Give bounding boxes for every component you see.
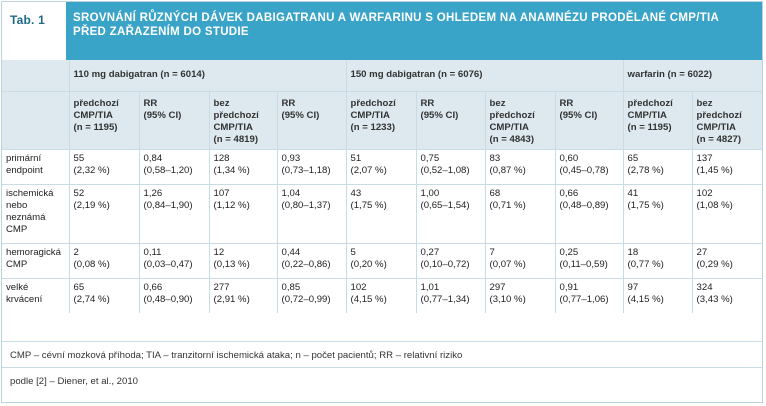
table-cell: 128 (1,34 %) [209, 150, 277, 185]
table-cell: 43 (1,75 %) [346, 185, 416, 244]
table-cell: 277 (2,91 %) [209, 279, 277, 314]
table-cell: 102 (4,15 %) [346, 279, 416, 314]
group-header-row [2, 60, 762, 92]
table-cell: 0,84 (0,58–1,20) [139, 150, 209, 185]
table-cell: 2 (0,08 %) [69, 244, 139, 279]
table-cell: 107 (1,12 %) [209, 185, 277, 244]
table-cell: 7 (0,07 %) [485, 244, 555, 279]
column-header: předchozí CMP/TIA (n = 1195) [69, 92, 139, 150]
table-row [2, 150, 762, 185]
row-label: ischemická nebo neznámá CMP [2, 185, 69, 244]
row-label: hemoragická CMP [2, 244, 69, 279]
table-row [2, 244, 762, 279]
table-cell: 102 (1,08 %) [692, 185, 762, 244]
table-cell: 41 (1,75 %) [623, 185, 692, 244]
footnote-source [2, 367, 762, 404]
column-header: bez předchozí CMP/TIA (n = 4819) [209, 92, 277, 150]
table-cell: 0,44 (0,22–0,86) [277, 244, 346, 279]
table-cell: 0,11 (0,03–0,47) [139, 244, 209, 279]
source-text: podle [2] – Diener, et al., 2010 [10, 376, 139, 387]
column-header-empty [2, 92, 69, 150]
table-cell: 18 (0,77 %) [623, 244, 692, 279]
table-cell: 0,91 (0,77–1,06) [555, 279, 623, 314]
table-cell: 0,27 (0,10–0,72) [416, 244, 485, 279]
column-header: RR (95% CI) [416, 92, 485, 150]
table-cell: 51 (2,07 %) [346, 150, 416, 185]
table-title [73, 11, 753, 39]
table-header-bar [2, 2, 762, 60]
group-header-warfarin: warfarin (n = 6022) [623, 60, 762, 92]
column-header: bez předchozí CMP/TIA (n = 4843) [485, 92, 555, 150]
table-cell: 1,04 (0,80–1,37) [277, 185, 346, 244]
table-cell: 137 (1,45 %) [692, 150, 762, 185]
table-title-line-2: PŘED ZAŘAZENÍM DO STUDIE [73, 26, 249, 38]
column-header: bez předchozí CMP/TIA (n = 4827) [692, 92, 762, 150]
table-cell: 0,25 (0,11–0,59) [555, 244, 623, 279]
table-cell: 65 (2,78 %) [623, 150, 692, 185]
table-title-line-1: SROVNÁNÍ RŮZNÝCH DÁVEK DABIGATRANU A WARFARINU S OHLEDEM NA ANAMNÉZU PRODĚLANÉ CMP/TIA [73, 12, 720, 24]
table-figure [1, 1, 763, 403]
table-cell: 0,66 (0,48–0,90) [139, 279, 209, 314]
table-number-label [2, 2, 66, 60]
table-cell: 0,85 (0,72–0,99) [277, 279, 346, 314]
table-cell: 5 (0,20 %) [346, 244, 416, 279]
table-cell: 27 (0,29 %) [692, 244, 762, 279]
table-cell: 68 (0,71 %) [485, 185, 555, 244]
table-cell: 83 (0,87 %) [485, 150, 555, 185]
table-cell: 0,93 (0,73–1,18) [277, 150, 346, 185]
column-header: předchozí CMP/TIA (n = 1195) [623, 92, 692, 150]
table-cell: 52 (2,19 %) [69, 185, 139, 244]
table-number-text: Tab. 1 [10, 13, 45, 27]
table-cell: 0,66 (0,48–0,89) [555, 185, 623, 244]
table-row [2, 279, 762, 314]
column-header: RR (95% CI) [277, 92, 346, 150]
table-cell: 65 (2,74 %) [69, 279, 139, 314]
column-header: předchozí CMP/TIA (n = 1233) [346, 92, 416, 150]
table-cell: 297 (3,10 %) [485, 279, 555, 314]
data-table [2, 60, 762, 313]
group-header-150mg: 150 mg dabigatran (n = 6076) [346, 60, 623, 92]
group-header-110mg: 110 mg dabigatran (n = 6014) [69, 60, 346, 92]
column-header-row [2, 92, 762, 150]
row-label: velké krvácení [2, 279, 69, 314]
table-cell: 1,01 (0,77–1,34) [416, 279, 485, 314]
table-cell: 12 (0,13 %) [209, 244, 277, 279]
footnote-text: CMP – cévní mozková příhoda; TIA – tranzitorní ischemická ataka; n – počet pacientů; RR – relativní riziko [10, 350, 463, 361]
table-cell: 324 (3,43 %) [692, 279, 762, 314]
footnote-abbreviations [2, 341, 762, 368]
table-cell: 55 (2,32 %) [69, 150, 139, 185]
group-header-empty [2, 60, 69, 92]
row-label: primární endpoint [2, 150, 69, 185]
table-cell: 0,60 (0,45–0,78) [555, 150, 623, 185]
table-row [2, 185, 762, 244]
table-cell: 97 (4,15 %) [623, 279, 692, 314]
table-cell: 1,00 (0,65–1,54) [416, 185, 485, 244]
column-header: RR (95% CI) [555, 92, 623, 150]
column-header: RR (95% CI) [139, 92, 209, 150]
table-cell: 0,75 (0,52–1,08) [416, 150, 485, 185]
table-cell: 1,26 (0,84–1,90) [139, 185, 209, 244]
